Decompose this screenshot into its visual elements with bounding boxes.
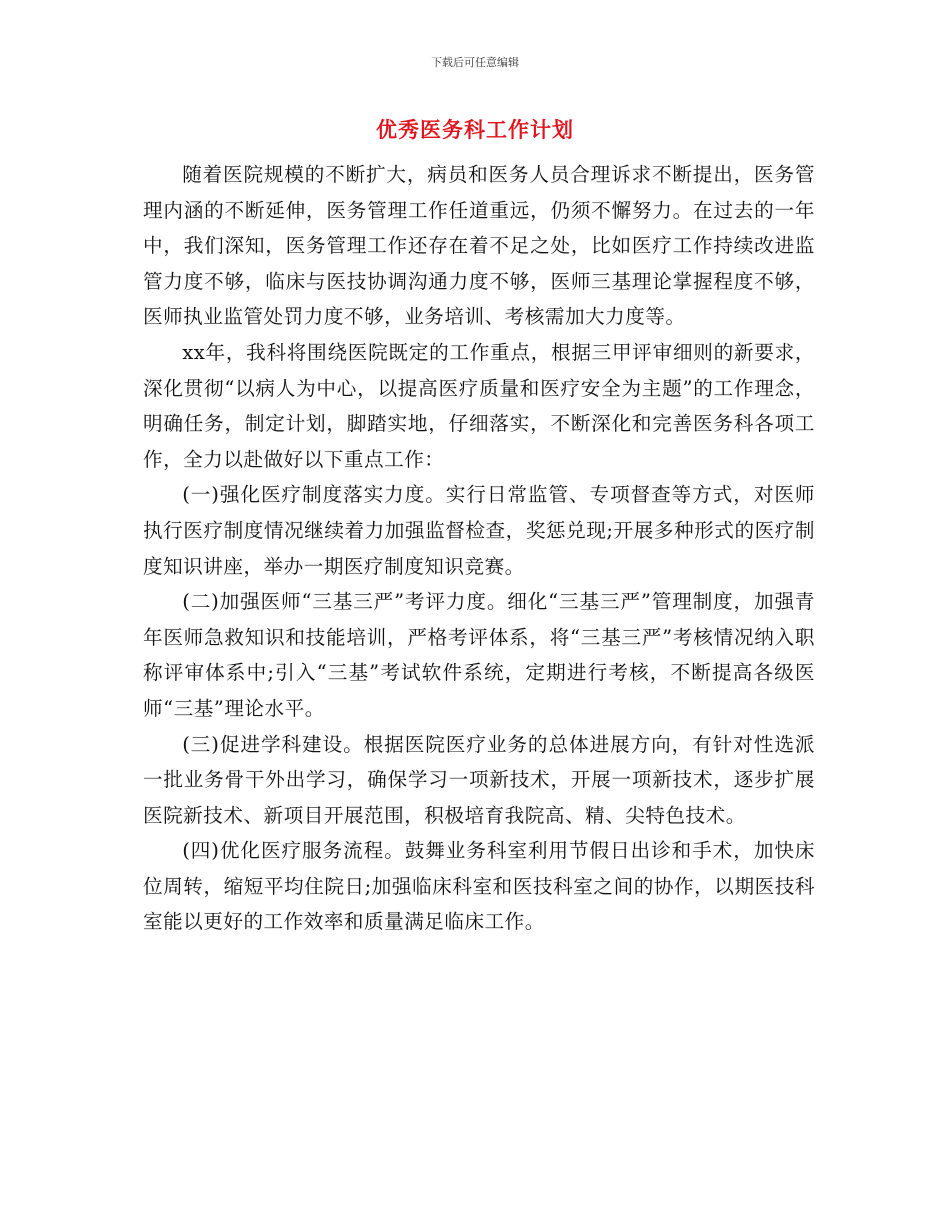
document-body — [143, 157, 815, 940]
paragraph-item-4: (四)优化医疗服务流程。鼓舞业务科室利用节假日出诊和手术，加快床位周转，缩短平均住院日;加强临床科室和医技科室之间的协作，以期医技科室能以更好的工作效率和质量满足临床工作。 — [143, 839, 815, 934]
paragraph-item-1: (一)强化医疗制度落实力度。实行日常监管、专项督查等方式，对医师执行医疗制度情况继续着力加强监督检查，奖惩兑现;开展多种形式的医疗制度知识讲座，举办一期医疗制度知识竞赛。 — [143, 483, 815, 578]
paragraph-intro: 随着医院规模的不断扩大，病员和医务人员合理诉求不断提出，医务管理内涵的不断延伸，医务管理工作任道重远，仍须不懈努力。在过去的一年中，我们深知，医务管理工作还存在着不足之处，比如医疗工作持续改进监管力度不够，临床与医技协调沟通力度不够，医师三基理论掌握程度不够，医师执业监管处罚力度不够，业务培训、考核需加大力度等。 — [143, 163, 815, 329]
document-title: 优秀医务科工作计划 — [376, 117, 574, 142]
paragraph-item-3: (三)促进学科建设。根据医院医疗业务的总体进展方向，有针对性选派一批业务骨干外出学习，确保学习一项新技术，开展一项新技术，逐步扩展医院新技术、新项目开展范围，积极培育我院高、精、尖特色技术。 — [143, 732, 815, 827]
header-note: 下载后可任意编辑 — [431, 56, 519, 69]
paragraph-item-2: (二)加强医师“三基三严”考评力度。细化“三基三严”管理制度，加强青年医师急救知识和技能培训，严格考评体系，将“三基三严”考核情况纳入职称评审体系中;引入“三基”考试软件系统，定期进行考核，不断提高各级医师“三基”理论水平。 — [143, 590, 815, 720]
paragraph-plan-overview: xx年，我科将围绕医院既定的工作重点，根据三甲评审细则的新要求，深化贯彻“以病人为中心，以提高医疗质量和医疗安全为主题”的工作理念，明确任务，制定计划，脚踏实地，仔细落实，不断深化和完善医务科各项工作，全力以赴做好以下重点工作： — [143, 340, 815, 471]
